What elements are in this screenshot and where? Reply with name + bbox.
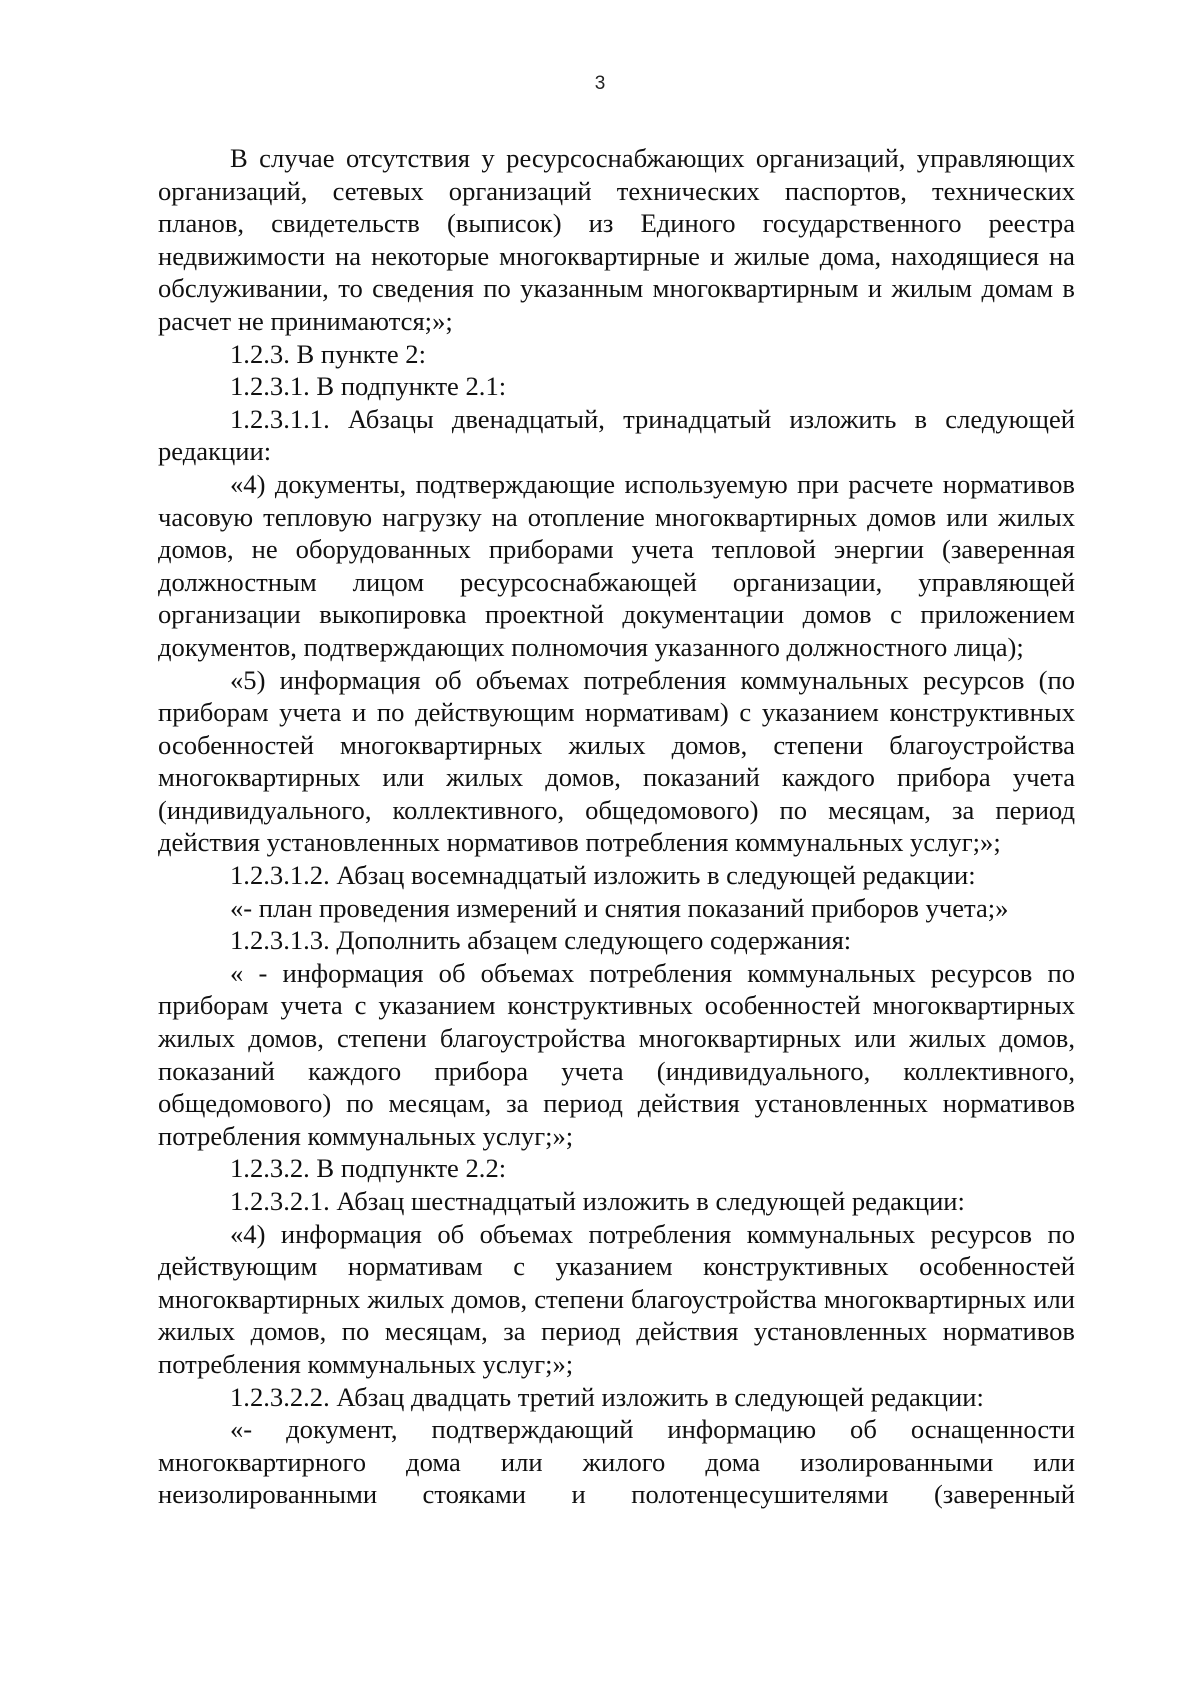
paragraph-1-2-3: 1.2.3. В пункте 2: bbox=[230, 338, 426, 369]
paragraph-1-2-3-1-3: 1.2.3.1.3. Дополнить абзацем следующего содержания: bbox=[230, 925, 852, 956]
paragraph-1-2-3-1-1: 1.2.3.1.1. Абзацы двенадцатый, тринадцатый изложить в следующей редакции: bbox=[158, 403, 1075, 467]
paragraph-1-2-3-2: 1.2.3.2. В подпункте 2.2: bbox=[230, 1153, 507, 1184]
paragraph-1-2-3-1: 1.2.3.1. В подпункте 2.1: bbox=[230, 371, 507, 402]
page-number: 3 bbox=[594, 73, 606, 94]
paragraph-item-5-consumption: «5) информация об объемах потребления коммунальных ресурсов (по приборам учета и по действующим нормативам) с указанием конструктивных особенностей многоквартирных жилых домов, степени благоустройства многоквартирных или жилых домов, показаний каждого прибора учета (индивидуального, коллективного, общедомового) по месяцам, за период действия установленных нормативов потребления коммунальных услуг;»; bbox=[158, 664, 1075, 858]
paragraph-1-2-3-2-2: 1.2.3.2.2. Абзац двадцать третий изложить в следующей редакции: bbox=[230, 1381, 984, 1412]
paragraph-consumption-by-meters: « - информация об объемах потребления коммунальных ресурсов по приборам учета с указанием конструктивных особенностей многоквартирных жилых домов, степени благоустройства многоквартирных или жилых домов, показаний каждого прибора учета (индивидуального, коллективного, общедомового) по месяцам, за период действия установленных нормативов потребления коммунальных услуг;»; bbox=[158, 957, 1075, 1151]
paragraph-measurement-plan: «- план проведения измерений и снятия показаний приборов учета;» bbox=[230, 892, 1009, 923]
paragraph-item-4-documents: «4) документы, подтверждающие используемую при расчете нормативов часовую тепловую нагрузку на отопление многоквартирных домов или жилых домов, не оборудованных приборами учета тепловой энергии (заверенная должностным лицом ресурсоснабжающей организации, управляющей организации выкопировка проектной документации домов с приложением документов, подтверждающих полномочия указанного должностного лица); bbox=[158, 468, 1075, 662]
paragraph-item-4-norms: «4) информация об объемах потребления коммунальных ресурсов по действующим нормативам с указанием конструктивных особенностей многоквартирных жилых домов, степени благоустройства многоквартирных или жилых домов, по месяцам, за период действия установленных нормативов потребления коммунальных услуг;»; bbox=[158, 1218, 1075, 1379]
paragraph-1-2-3-2-1: 1.2.3.2.1. Абзац шестнадцатый изложить в следующей редакции: bbox=[230, 1186, 965, 1216]
paragraph-missing-passports: В случае отсутствия у ресурсоснабжающих организаций, управляющих организаций, сетевых организаций технических паспортов, технических планов, свидетельств (выписок) из Единого государственного реестра недвижимости на некоторые многоквартирные и жилые дома, находящиеся на обслуживании, то сведения по указанным многоквартирным и жилым домам в расчет не принимаются;»; bbox=[158, 143, 1075, 336]
document-body bbox=[158, 142, 1075, 1511]
paragraph-risers-document: «- документ, подтверждающий информацию об оснащенности многоквартирного дома или жилого дома изолированными или неизолированными стояками и полотенцесушителями (заверенный bbox=[158, 1414, 1075, 1510]
paragraph-1-2-3-1-2: 1.2.3.1.2. Абзац восемнадцатый изложить в следующей редакции: bbox=[230, 860, 976, 891]
